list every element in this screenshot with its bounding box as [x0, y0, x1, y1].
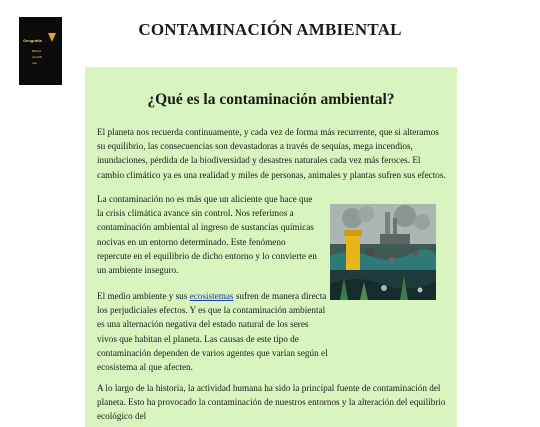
logo-text: Geografía	[23, 38, 42, 43]
logo-text-3: canchili	[32, 55, 43, 59]
article-heading: ¿Qué es la contaminación ambiental?	[147, 91, 395, 108]
paragraph-3-text-a: El medio ambiente y sus	[97, 291, 190, 301]
logo-text-4: roio	[32, 61, 38, 65]
paragraph-4: A lo largo de la historia, la actividad humana ha sido la principal fuente de contaminación del planeta. Esto ha provocado la contaminación de nuestros entornos y la alteración del equilibrio ecológico del	[97, 383, 446, 422]
article-panel	[85, 67, 457, 427]
paragraph-3-text-b: sufren de manera directa los perjudiciales efectos. Y es que la contaminación ambiental es una alternación negativa del estado natural de los seres vivos que habitan el planeta. Las causas de este tipo de contaminación dependen de varios agentes que varían según el ecosistema al que afecten.	[97, 291, 328, 373]
paragraph-2: La contaminación no es más que un aliciente que hace que la crisis climática avance sin control. Nos referimos a contaminación ambiental al ingreso de sustancias químicas nocivas en un entorno determinado. Este fenómeno repercute en el equilibrio de dicho entorno y lo convierte en un ambiente inseguro.	[97, 194, 317, 276]
pollution-illustration	[330, 204, 436, 300]
logo-text-2: Blanca	[32, 49, 42, 53]
paragraph-1: El planeta nos recuerda continuamente, y cada vez de forma más recurrente, que si alteramos su equilibrio, las consecuencias son devastadoras a través de sequías, mega incendios, inundaciones, pérdida de la biodiversidad y desastres naturales cada vez más feroces. El cambio climático ya es una realidad y miles de personas, animales y plantas sufren sus efectos.	[97, 127, 446, 180]
page-title: CONTAMINACIÓN AMBIENTAL	[138, 20, 402, 39]
ecosistemas-link[interactable]: ecosistemas	[189, 291, 234, 301]
paragraph-3	[97, 289, 329, 374]
